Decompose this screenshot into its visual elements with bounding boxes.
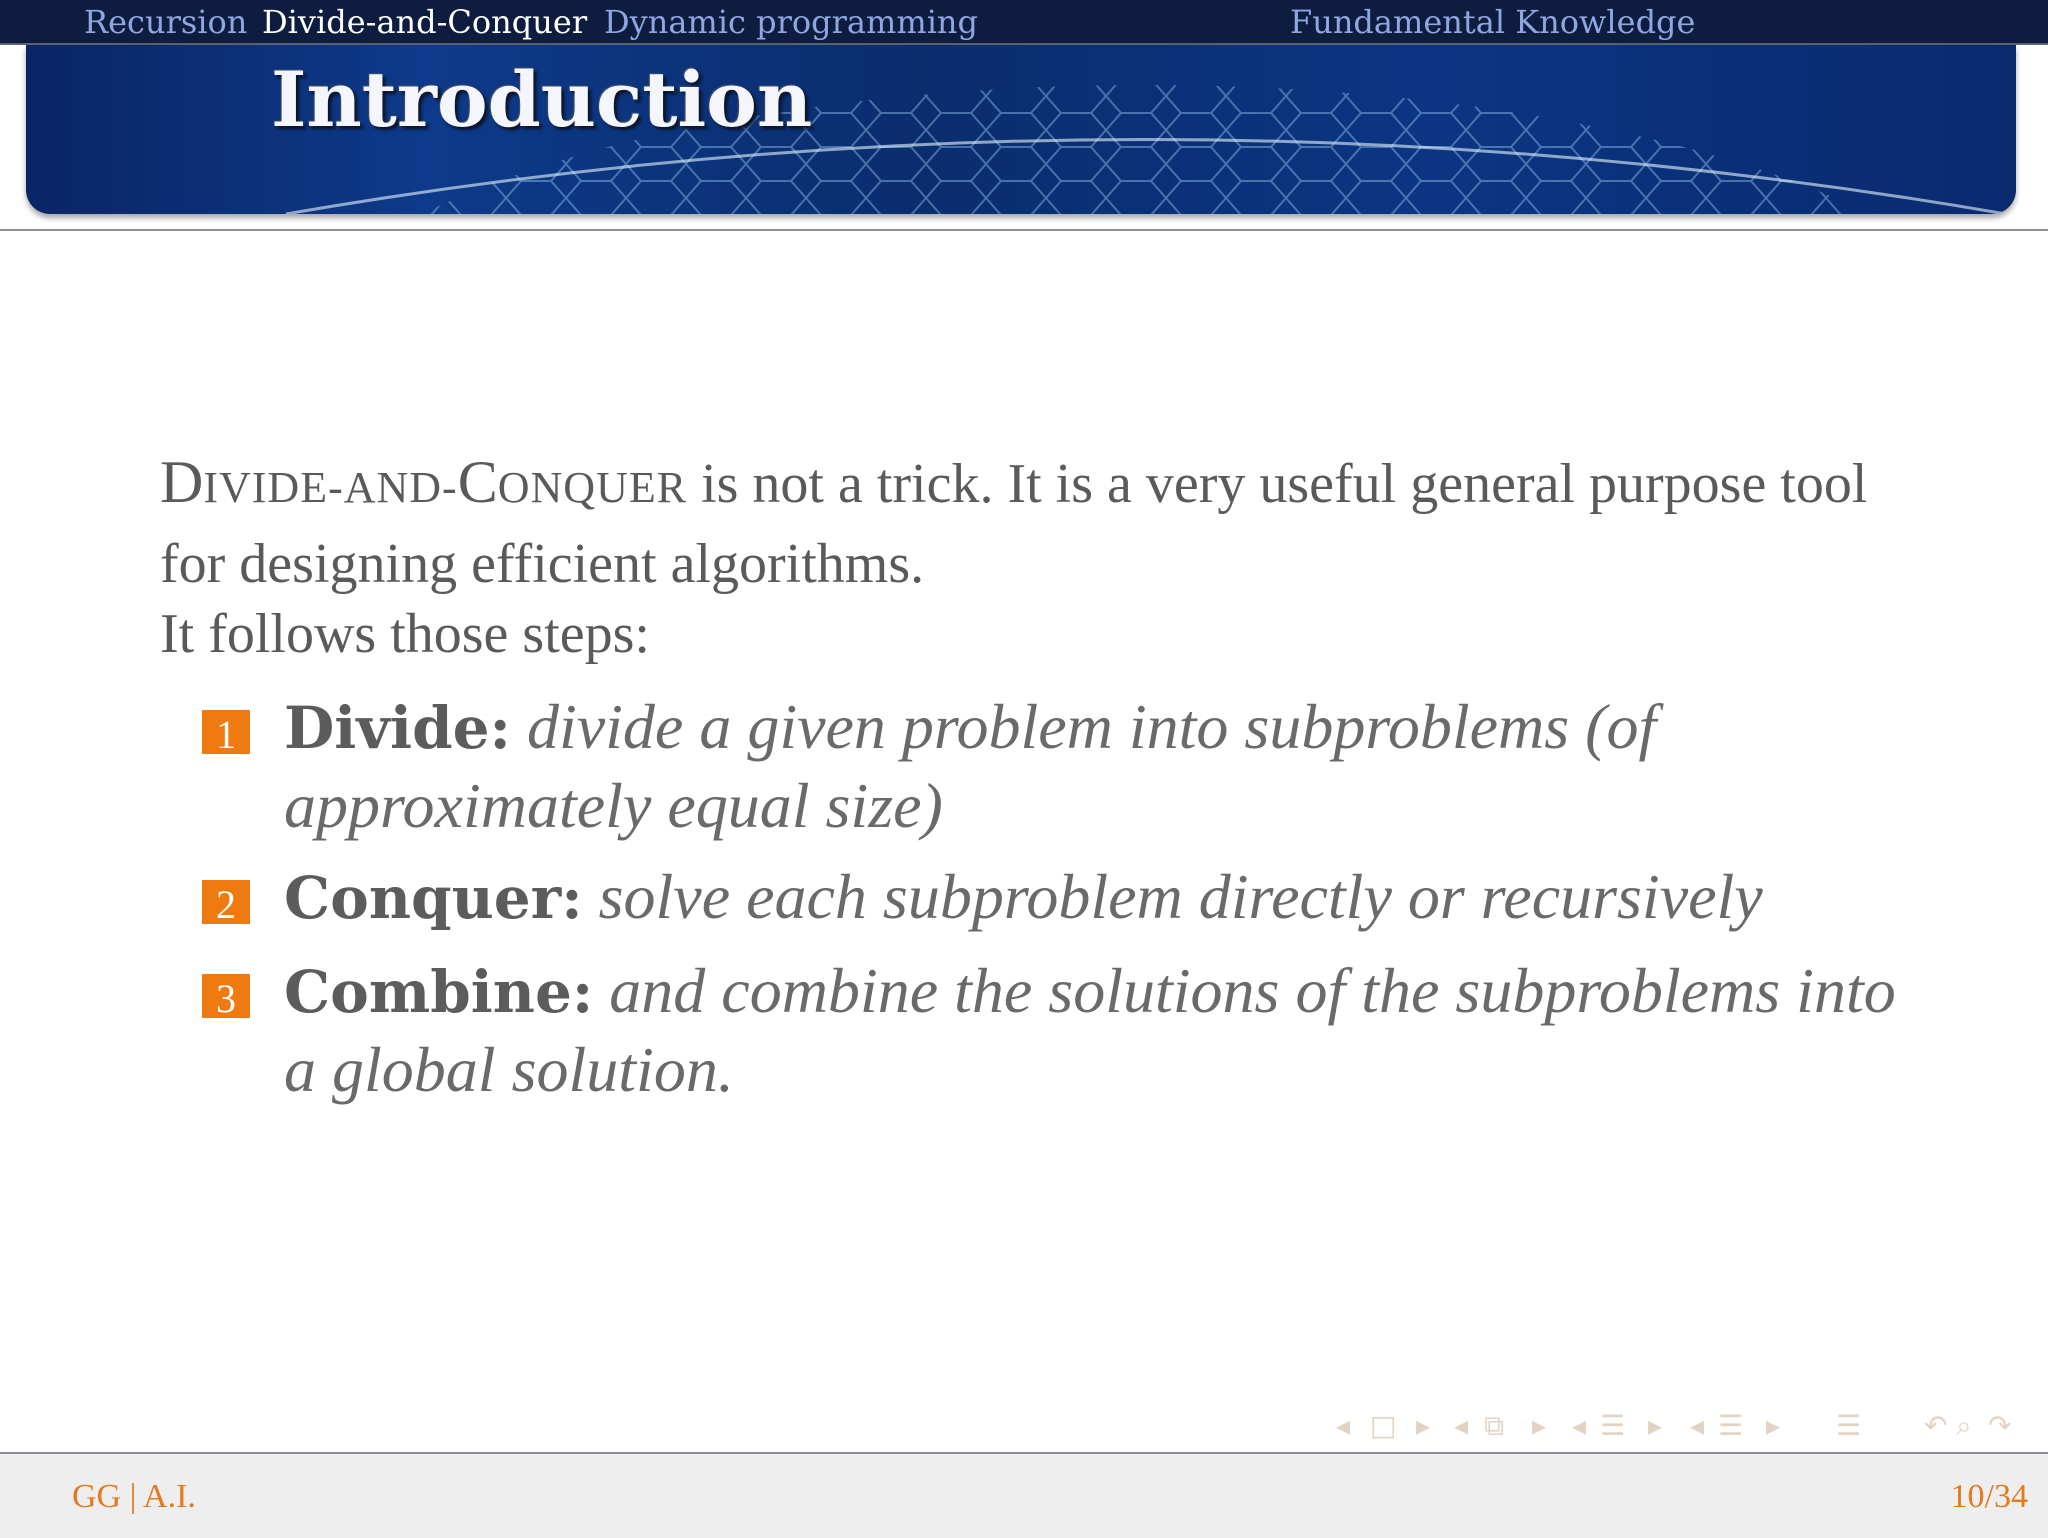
step-item-divide [202,688,1902,848]
small-caps-letter: C [457,449,498,515]
arrow-left-icon[interactable]: ◂ [1454,1409,1469,1442]
small-caps-text: ONQUER [497,463,688,512]
step-text [284,952,1924,1109]
small-caps-text: IVIDE [203,463,329,512]
step-number: 3 [202,974,250,1018]
intro-steps-lead: It follows those steps: [160,603,650,665]
intro-paragraph [160,444,1920,602]
frame-icon[interactable]: □ [1370,1409,1397,1442]
arrow-left-icon[interactable]: ◂ [1572,1409,1587,1442]
nav-item-dynamic-programming[interactable]: Dynamic programming [604,3,979,41]
step-label: Combine: [284,958,594,1026]
step-description: solve each subproblem directly or recursively [598,861,1763,932]
header-divider [0,229,2048,231]
subsection-icon[interactable]: ⧉ [1484,1409,1504,1442]
document-icon[interactable]: ☰ [1718,1409,1744,1442]
arrow-right-icon[interactable]: ▸ [1648,1409,1663,1442]
step-text [284,688,1924,845]
step-description: divide a given problem into subproblems (of approximately equal size) [284,691,1657,841]
step-item-combine [202,952,1902,1112]
arrow-right-icon[interactable]: ▸ [1766,1409,1781,1442]
slide-title: Introduction [271,55,813,144]
arrow-right-icon[interactable]: ▸ [1416,1409,1431,1442]
footer-author: GG | A.I. [72,1478,196,1515]
step-label: Divide: [284,694,511,762]
section-icon[interactable]: ☰ [1600,1409,1626,1442]
arrow-left-icon[interactable]: ◂ [1690,1409,1705,1442]
nav-section-title[interactable]: Fundamental Knowledge [1290,3,1696,41]
slide-footer [0,1452,2048,1538]
page-number: 10/34 [1950,1478,2028,1515]
search-icon[interactable]: ⌕ [1956,1409,1972,1442]
step-description: and combine the solutions of the subproblems into a global solution. [284,955,1896,1105]
step-number: 2 [202,880,250,924]
small-caps-text: -AND- [328,463,458,512]
intro-text: is not a trick. It is a very useful general purpose tool for designing efficient algorithms. [160,453,1868,595]
small-caps-letter: D [160,449,204,515]
forward-icon[interactable]: ↷ [1988,1409,2012,1442]
back-icon[interactable]: ↶ [1924,1409,1948,1442]
slide-banner [26,45,2016,214]
step-text [284,858,1924,937]
appendix-icon[interactable]: ☰ [1836,1409,1862,1442]
step-item-conquer [202,858,1902,938]
nav-item-recursion[interactable]: Recursion [84,3,248,41]
arrow-right-icon[interactable]: ▸ [1532,1409,1547,1442]
arrow-left-icon[interactable]: ◂ [1336,1409,1351,1442]
top-navigation-bar [0,0,2048,45]
nav-item-divide-and-conquer[interactable]: Divide-and-Conquer [262,3,588,41]
step-label: Conquer: [284,864,583,932]
beamer-navigation-symbols [1336,1408,2036,1444]
step-number: 1 [202,710,250,754]
